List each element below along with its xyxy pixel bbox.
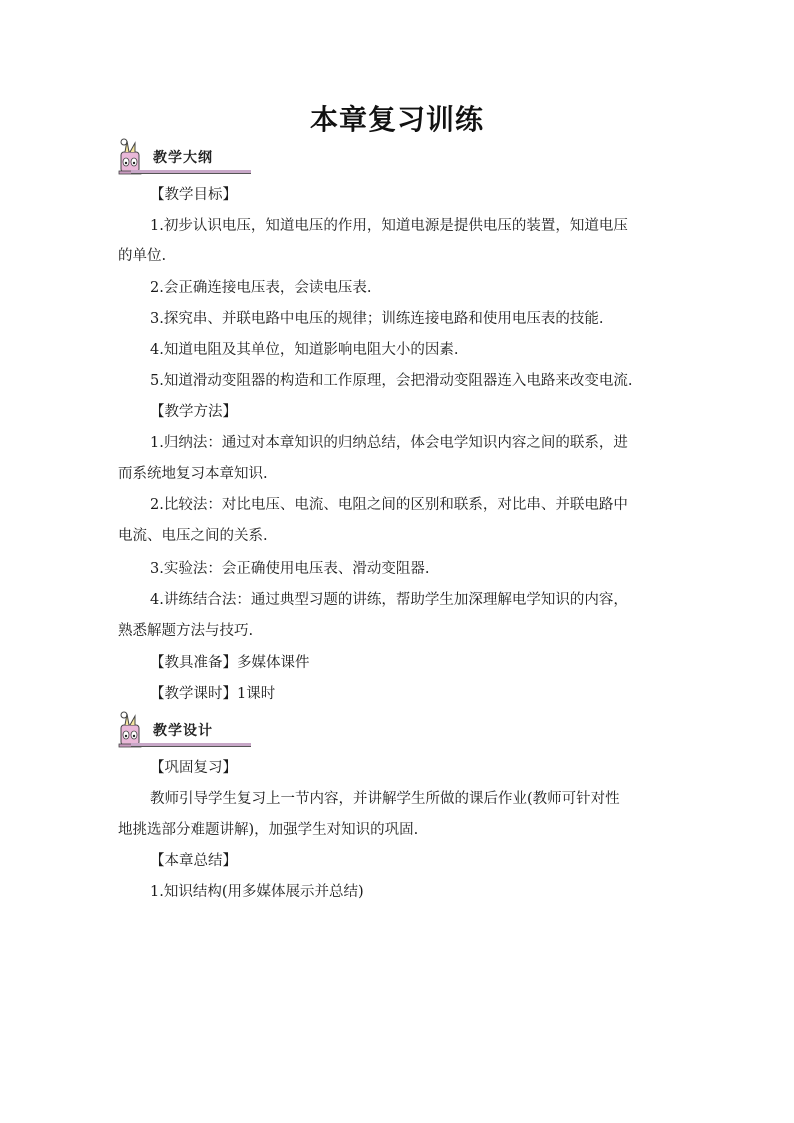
goal-item-1b: 的单位.: [118, 248, 167, 264]
method-item-2b: 电流、电压之间的关系.: [118, 528, 268, 544]
page-title: 本章复习训练: [309, 103, 484, 136]
section-header-design: [113, 711, 243, 751]
goal-heading: 【教学目标】: [150, 187, 237, 203]
section-label-design: 教学设计: [153, 723, 213, 739]
goal-item-5: 5.知道滑动变阻器的构造和工作原理，会把滑动变阻器连入电路来改变电流.: [150, 373, 633, 389]
summary-item-1: 1.知识结构(用多媒体展示并总结): [150, 884, 364, 900]
method-item-1b: 而系统地复习本章知识.: [118, 466, 268, 482]
section-header-outline: [113, 138, 243, 178]
method-item-1a: 1.归纳法：通过对本章知识的归纳总结，体会电学知识内容之间的联系，进: [150, 435, 628, 451]
review-line-a: 教师引导学生复习上一节内容，并讲解学生所做的课后作业(教师可针对性: [150, 791, 620, 807]
tools-line: 【教具准备】多媒体课件: [150, 655, 310, 671]
section-label-outline: 教学大纲: [153, 150, 213, 166]
review-line-b: 地挑选部分难题讲解)，加强学生对知识的巩固.: [118, 822, 419, 838]
method-item-4a: 4.讲练结合法：通过典型习题的讲练，帮助学生加深理解电学知识的内容，: [150, 592, 628, 608]
goal-item-2: 2.会正确连接电压表，会读电压表.: [150, 280, 372, 296]
method-item-2a: 2.比较法：对比电压、电流、电阻之间的区别和联系，对比串、并联电路中: [150, 497, 628, 513]
section-underline: [131, 743, 251, 747]
goal-item-3: 3.探究串、并联电路中电压的规律；训练连接电路和使用电压表的技能.: [150, 311, 604, 327]
section-underline: [131, 170, 251, 174]
hours-line: 【教学课时】1课时: [150, 686, 276, 702]
summary-heading: 【本章总结】: [150, 853, 237, 869]
method-item-4b: 熟悉解题方法与技巧.: [118, 623, 254, 639]
goal-item-1a: 1.初步认识电压，知道电压的作用，知道电源是提供电压的装置，知道电压: [150, 218, 628, 234]
goal-item-4: 4.知道电阻及其单位，知道影响电阻大小的因素.: [150, 342, 459, 358]
method-item-3: 3.实验法：会正确使用电压表、滑动变阻器.: [150, 561, 430, 577]
review-heading: 【巩固复习】: [150, 760, 237, 776]
method-heading: 【教学方法】: [150, 404, 237, 420]
